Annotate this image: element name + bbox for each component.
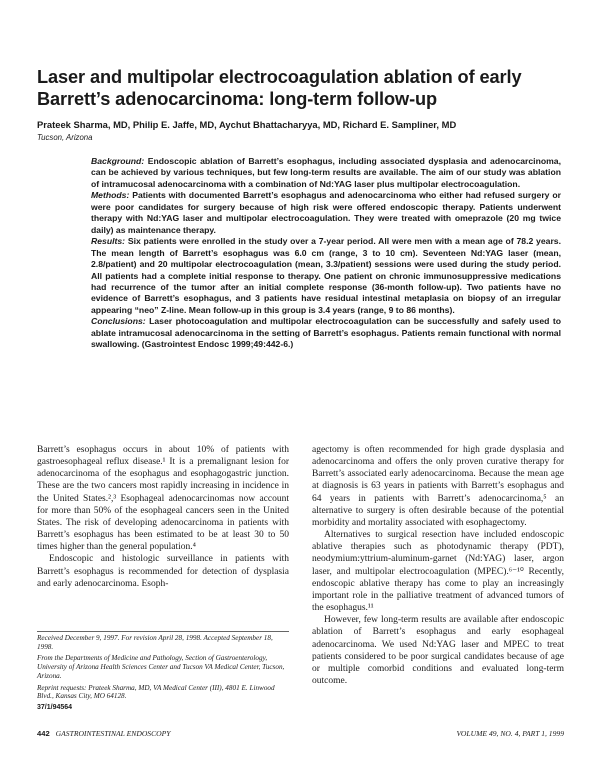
page-footer bbox=[37, 729, 564, 738]
abstract-conclusions bbox=[91, 316, 561, 350]
body-paragraph: Barrett’s esophagus occurs in about 10% of patients with gastroesophageal reflux disease.¹ It is a premalignant lesion for adenocarcinoma of the esophagus and esophagogastric junction. These are the two cancers most rapidly increasing in incidence in the United States.²,³ Esophageal adenocarcinomas now account for more than 50% of the esophageal cancers seen in the United States. The risk of developing adenocarcinoma in patients with Barrett’s esophagus has been estimated to be at least 30 to 50 times higher than the general population.⁴ bbox=[37, 445, 289, 553]
body-paragraph: However, few long-term results are available after endoscopic ablation of Barrett’s esophagus and early esophageal adenocarcinoma. We used Nd:YAG laser and MPEC to treat patients considered to be poor surgical candidates because of age or multiple comorbid conditions and evaluated long-term outcome. bbox=[312, 615, 564, 686]
author-list: Prateek Sharma, MD, Philip E. Jaffe, MD, Aychut Bhattacharyya, MD, Richard E. Sampliner, MD bbox=[37, 119, 457, 130]
abstract bbox=[91, 156, 561, 351]
journal-name: GASTROINTESTINAL ENDOSCOPY bbox=[55, 729, 171, 738]
abstract-background-text: Endoscopic ablation of Barrett’s esophagus, including associated dysplasia and adenocarcinoma, can be achieved by various techniques, but few long-term results are available. The aim of our study was ablation of intramucosal adenocarcinoma with a combination of Nd:YAG laser plus multipolar electrocoagulation. bbox=[91, 156, 561, 189]
footnotes bbox=[37, 634, 289, 715]
body-paragraph: Endoscopic and histologic surveillance in patients with Barrett’s esophagus is recommended for detection of dysplasia and early adenocarcinoma. Esoph- bbox=[37, 554, 289, 589]
body-paragraph: agectomy is often recommended for high grade dysplasia and adenocarcinoma and offers the only proven curative therapy for Barrett’s associated early adenocarcinoma. Because the mean age at diagnosis is 63 years in patients with Barrett’s esophagus and 64 years in patients with Barrett’s adenocarcinoma,⁵ an alternative to surgery is often desirable because of the potential morbidity and mortality associated with esophagectomy. bbox=[312, 445, 564, 528]
abstract-background-label: Background: bbox=[91, 156, 145, 166]
footnote-reprints: Reprint requests: Prateek Sharma, MD, VA Medical Center (III), 4801 E. Linwood Blvd., Kansas City, MO 64128. bbox=[37, 683, 275, 701]
footnote-code: 37/1/94564 bbox=[37, 703, 73, 711]
abstract-conclusions-label: Conclusions: bbox=[91, 316, 146, 327]
volume-info: VOLUME 49, NO. 4, PART 1, 1999 bbox=[456, 729, 564, 738]
abstract-conclusions-text: Laser photocoagulation and multipolar electrocoagulation can be successfully and safely used to ablate intramucosal adenocarcinoma in the setting of Barrett’s esophagus. Patients remain functional with normal swallowing. (Gastrointest Endosc 1999;49:442-6.) bbox=[91, 316, 561, 350]
author-location: Tucson, Arizona bbox=[37, 133, 93, 142]
body-column-left bbox=[37, 444, 289, 590]
footnote-received: Received December 9, 1997. For revision April 28, 1998. Accepted September 18, 1998. bbox=[37, 634, 273, 651]
abstract-methods-text: Patients with documented Barrett’s esophagus and adenocarcinoma who either had refused surgery or were poor candidates for surgery because of high risk were offered endoscopic therapy. Patients underwent therapy with Nd:YAG laser and multipolar electrocoagulation. They were treated with omeprazole (20 mg twice daily) as maintenance therapy. bbox=[91, 190, 561, 235]
footnote-divider bbox=[37, 631, 289, 632]
abstract-background bbox=[91, 156, 561, 190]
page-number: 442 bbox=[37, 729, 50, 738]
abstract-results-text: Six patients were enrolled in the study over a 7-year period. All were men with a mean age of 78.2 years. The mean length of Barrett’s esophagus was 6.0 cm (range, 3 to 10 cm). Seventeen Nd:YAG laser (mean, 2.8/patient) and 20 multipolar electrocoagulation (mean, 3.3/patient) sessions were used during the study period. All patients had a complete initial response to therapy. One patient on chronic immunosuppressive medications had recurrence of the tumor after an initial complete response (36-month follow-up). Two patients have no evidence of Barrett’s esophagus, and 3 patients have residual intestinal metaplasia on biopsy of an irregular appearing “neo” Z-line. Mean follow-up in this group is 3.4 years (range, 9 to 86 months). bbox=[91, 236, 561, 315]
article-title: Laser and multipolar electrocoagulation ablation of early Barrett’s adenocarcinoma: long-term follow-up bbox=[37, 67, 522, 109]
body-paragraph: Alternatives to surgical resection have included endoscopic ablative therapies such as photodynamic therapy (PDT), neodymium:yttrium-aluminum-garnet (Nd:YAG) laser, argon laser, and multipolar electrocoagulation (MPEC).⁶⁻¹⁰ Recently, endoscopic ablative therapy has come to play an increasingly important role in the palliative treatment of advanced tumors of the esophagus.¹¹ bbox=[312, 530, 564, 614]
abstract-methods-label: Methods: bbox=[91, 190, 130, 201]
abstract-results-label: Results: bbox=[91, 236, 126, 247]
abstract-results bbox=[91, 236, 561, 316]
footnote-affiliation: From the Departments of Medicine and Pathology, Section of Gastroenterology, University of Arizona Health Sciences Center and Tucson VA Medical Center, Tucson, Arizona. bbox=[37, 654, 285, 681]
body-column-right bbox=[312, 444, 564, 687]
abstract-methods bbox=[91, 190, 561, 236]
